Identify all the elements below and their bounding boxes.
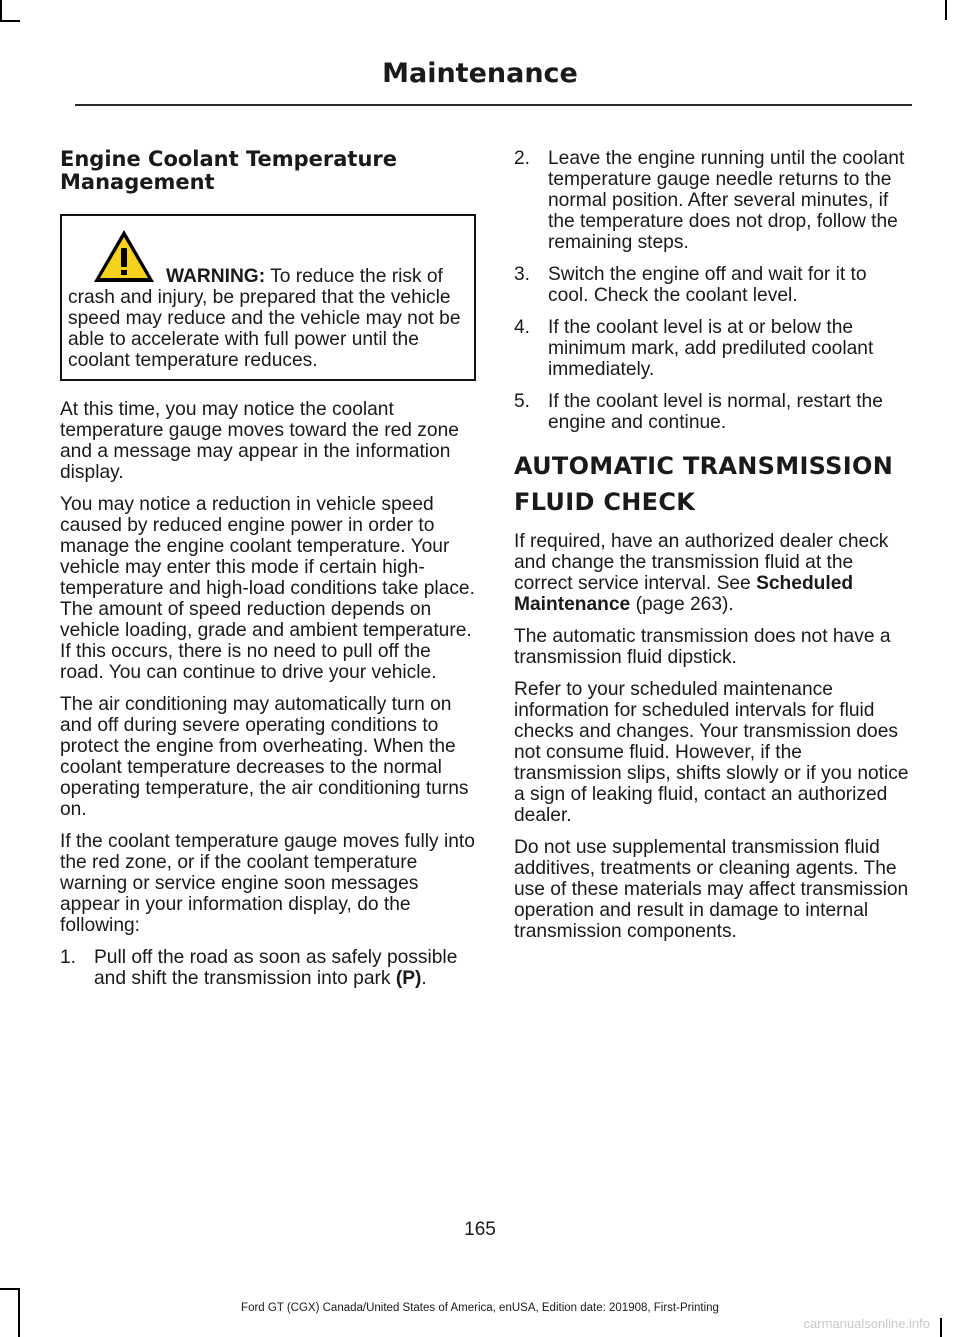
warning-label: WARNING: [166,266,266,287]
step-text: Switch the engine off and wait for it to cool. Check the coolant level. [548,264,867,306]
park-label: (P) [395,968,422,989]
steps-list [60,947,476,989]
step-number: 3. [514,264,531,285]
step-text: Leave the engine running until the coolant temperature gauge needle returns to the normal position. After several minutes, if the temperature does not drop, follow the remaining steps. [548,148,905,253]
step-text: If the coolant level is at or below the minimum mark, add prediluted coolant immediately. [548,317,874,380]
paragraph: You may notice a reduction in vehicle speed caused by reduced engine power in order to manage the engine coolant temperature. Your vehicle may enter this mode if certain high-temperature and high-load conditions take place. The amount of speed reduction depends on vehicle loading, grade and ambient temperature. If this occurs, there is no need to pull off the road. You can continue to drive your vehicle. [60,494,475,683]
list-item [60,947,476,989]
list-item [514,264,910,306]
step-text: If the coolant level is normal, restart the engine and continue. [548,391,883,433]
list-item [514,148,910,253]
steps-list [514,148,910,433]
step-number: 5. [514,391,531,412]
step-number: 1. [60,947,77,968]
scheduled-maintenance-link[interactable]: Scheduled Maintenance [514,573,854,615]
paragraph: Do not use supplemental transmission fluid additives, treatments or cleaning agents. The use of these materials may affect transmission operation and result in damage to internal transmission components. [514,837,909,942]
paragraph: Refer to your scheduled maintenance information for scheduled intervals for fluid checks and changes. Your transmission does not consume fluid. However, if the transmission slips, shifts slowly or if you notice a sign of leaking fluid, contact an authorized dealer. [514,679,909,826]
footer-text: Ford GT (CGX) Canada/United States of America, enUSA, Edition date: 201908, First-Printing [241,1302,719,1314]
page-reference: (page 263). [635,594,734,615]
paragraph: If the coolant temperature gauge moves fully into the red zone, or if the coolant temperature warning or service engine soon messages appear in your information display, do the following: [60,831,475,936]
paragraph: At this time, you may notice the coolant temperature gauge moves toward the red zone and a message may appear in the information display. [60,399,459,483]
warning-body: To reduce the risk of crash and injury, be prepared that the vehicle speed may reduce and the vehicle may not be able to accelerate with full power until the coolant temperature reduces. [68,266,461,371]
step-end: . [421,968,427,989]
paragraph: The air conditioning may automatically turn on and off during severe operating conditions to protect the engine from overheating. When the coolant temperature decreases to the normal operating temperature, the air conditioning turns on. [60,694,469,820]
list-item [514,391,910,433]
step-number: 4. [514,317,531,338]
crop-mark [0,0,2,20]
header-divider [75,104,912,106]
warning-triangle-icon [92,228,156,284]
section-title: Engine Coolant Temperature Management [60,147,398,194]
section-heading [514,451,910,517]
left-column [60,148,476,1000]
crop-mark [0,1288,20,1290]
heading-line: FLUID CHECK [514,488,696,516]
page-header-title: Maintenance [382,58,578,89]
paragraph: The automatic transmission does not have a transmission fluid dipstick. [514,626,891,668]
page-number: 165 [464,1219,496,1240]
paragraph-text: If required, have an authorized dealer check and change the transmission fluid at the correct service interval. See [514,531,889,594]
watermark: carmanualsonline.info [803,1316,930,1331]
heading-line: AUTOMATIC TRANSMISSION [514,452,894,480]
list-item [514,317,910,380]
step-number: 2. [514,148,531,169]
warning-box [60,214,476,381]
crop-mark [0,20,20,22]
paragraph [514,531,910,615]
right-column [514,148,910,953]
crop-mark [940,1318,942,1337]
crop-mark [945,0,947,20]
step-text: Pull off the road as soon as safely possible and shift the transmission into park [94,947,458,989]
